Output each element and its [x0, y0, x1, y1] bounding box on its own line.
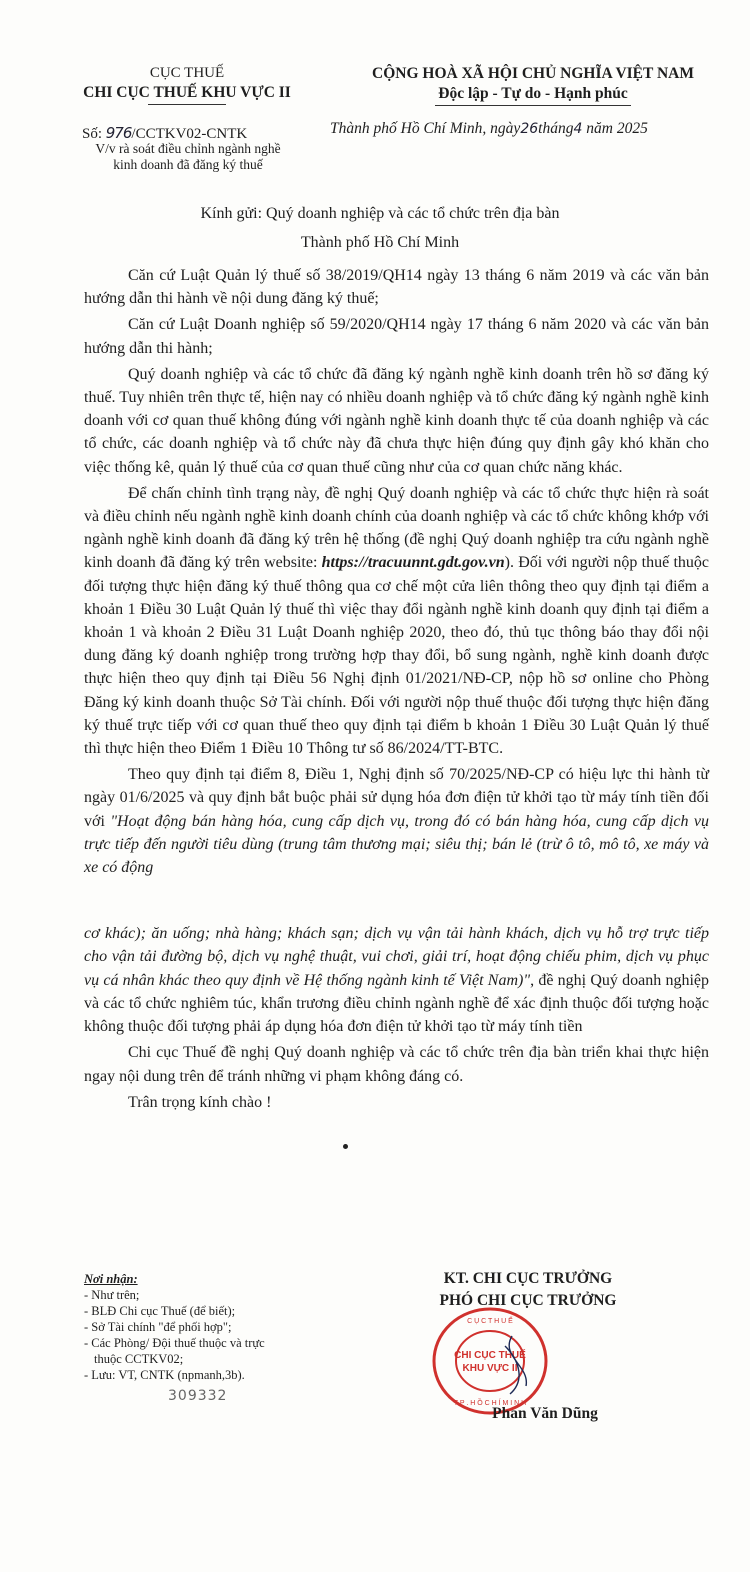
svg-text:CHI CỤC THUẾ: CHI CỤC THUẾ — [454, 1350, 526, 1361]
motto-underline — [435, 105, 631, 106]
issuing-agency-block — [62, 64, 312, 105]
letter-body — [84, 264, 709, 1117]
recipient-item: - Các Phòng/ Đội thuế thuộc và trực — [84, 1336, 265, 1350]
ink-dot — [343, 1144, 348, 1149]
issuing-office: CHI CỤC THUẾ KHU VỰC II — [83, 84, 291, 101]
recipient-item: - Như trên; — [84, 1288, 140, 1302]
doc-number-prefix: Số: — [82, 126, 103, 142]
svg-text:KHU VỰC II: KHU VỰC II — [462, 1363, 518, 1374]
official-seal — [430, 1306, 550, 1416]
recipient-line: Thành phố Hồ Chí Minh — [300, 234, 460, 251]
paragraph-closing-request: Chi cục Thuế đề nghị Quý doanh nghiệp và các tổ chức trên địa bàn triển khai thực hiện ngay nội dung trên để tránh những vi phạm không đáng có. — [84, 1044, 709, 1085]
date-month-label: tháng — [538, 120, 574, 137]
date-prefix: Thành phố Hồ Chí Minh, ngày — [330, 120, 521, 137]
national-heading-block — [326, 64, 740, 106]
signer-authority: KT. CHI CỤC TRƯỞNG — [443, 1270, 613, 1287]
paragraph-request — [84, 482, 709, 760]
handwritten-note: 309332 — [168, 1388, 228, 1404]
salutation-recipient — [100, 199, 660, 257]
recipient-item: - BLĐ Chi cục Thuế (để biết); — [84, 1304, 236, 1318]
recipient-item: - Sở Tài chính "để phối hợp"; — [84, 1320, 232, 1334]
signer-name: Phan Văn Dũng — [492, 1405, 598, 1422]
paragraph-situation: Quý doanh nghiệp và các tổ chức đã đăng ký ngành nghề kinh doanh trên hồ sơ đăng ký thuế. Tuy nhiên trên thực tế, hiện nay có nhiều doanh nghiệp và tổ chức đăng ký ngành nghề kinh doanh với cơ quan thuế không đúng với ngành nghề kinh doanh thực tế của doanh nghiệp và các tổ chức, các doanh nghiệp và tổ chức này đã chưa thực hiện đúng quy định gây khó khăn cho việc thống kê, quản lý thuế của cơ quan thuế cũng như của cơ quan chức năng khác. — [84, 365, 709, 476]
svg-text:C Ụ C T H U Ế: C Ụ C T H U Ế — [467, 1318, 513, 1325]
place-and-date — [330, 120, 740, 138]
regulation-quote: "Hoạt động bán hàng hóa, cung cấp dịch vụ, trong đó có bán hàng hóa, cung cấp dịch vụ trực tiếp đến người tiêu dùng (trung tâm thương mại; siêu thị; bán lẻ (trừ ô tô, mô tô, xe máy và xe có động — [84, 812, 710, 877]
recipient-item: thuộc CCTKV02; — [94, 1352, 184, 1366]
doc-number-code: /CCTKV02-CNTK — [131, 126, 248, 142]
request-text-continued: ). Đối với người nộp thuế thuộc đối tượng thực hiện đăng ký thuế thông qua cơ chế một cửa liên thông theo quy định tại điểm a khoản 1 Điều 30 Luật Quản lý thuế thì việc thay đổi ngành nghề kinh doanh quy định tại điểm a khoản 1 và khoản 2 Điều 31 Luật Doanh nghiệp 2020, theo đó, thủ tục thông báo thay đổi nội dung đăng ký doanh nghiệp trong trường hợp thay đổi, bổ sung ngành, nghề kinh doanh được thực hiện theo quy định tại Điều 56 Nghị định 01/2021/NĐ-CP, nộp hồ sơ online cho Phòng Đăng ký kinh doanh thuộc Sở Tài chính. Đối với người nộp thuế thuộc đối tượng thực hiện đăng ký thuế trực tiếp với cơ quan thuế theo quy định tại điểm b khoản 1 Điều 30 Luật Quản lý thuế thì thực hiện theo Điểm 1 Điều 10 Thông tư số 86/2024/TT-BTC. — [84, 554, 709, 758]
subject-line: V/v rà soát điều chỉnh ngành nghề — [95, 141, 281, 156]
national-motto: Độc lập - Tự do - Hạnh phúc — [438, 85, 628, 102]
subject-line: kinh doanh đã đăng ký thuế — [113, 157, 263, 172]
closing-greeting: Trân trọng kính chào ! — [128, 1093, 272, 1111]
recipient-line: Kính gửi: Quý doanh nghiệp và các tổ chức trên địa bàn — [200, 205, 560, 222]
svg-text:T P . H Ồ C H Í M I N H: T P . H Ồ C H Í M I N H — [453, 1400, 527, 1407]
office-underline — [148, 104, 226, 105]
regulation-quote-continued: cơ khác); ăn uống; nhà hàng; khách sạn; dịch vụ vận tải hành khách, dịch vụ hỗ trợ trực tiếp cho vận tải đường bộ, dịch vụ nghệ thuật, vui chơi, giải trí, hoạt động chiếu phim, dịch vụ phục vụ cá nhân khác theo quy định về Hệ thống ngành kinh tế Việt Nam)" — [84, 925, 709, 989]
recipients-list — [84, 1271, 265, 1383]
regulation-text: Theo quy định tại điểm 8, Điều 1, Nghị định số 70/2025/NĐ-CP có hiệu lực thi hành từ ngày 01/6/2025 và quy định bắt buộc phải sử dụng hóa đơn điện tử khởi tạo từ máy tính tiền đối với — [84, 766, 709, 830]
date-day: 26 — [520, 121, 539, 137]
date-month: 4 — [573, 121, 583, 137]
lookup-website-link[interactable]: https://tracuunnt.gdt.gov.vn — [321, 554, 505, 572]
request-text: Để chấn chỉnh tình trạng này, đề nghị Quý doanh nghiệp và các tổ chức thực hiện rà soát và điều chỉnh nếu ngành nghề kinh doanh chính của doanh nghiệp và các tổ chức không khớp với ngành nghề kinh doanh đã đăng ký trên hệ thống (đề nghị Quý doanh nghiệp tra cứu ngành nghề kinh doanh đã đăng ký trên website: — [84, 484, 709, 572]
paragraph-regulation — [84, 763, 709, 879]
recipients-title: Nơi nhận: — [84, 1272, 138, 1286]
document-subject — [60, 141, 316, 173]
paragraph-regulation-continued — [84, 922, 709, 1038]
country-name: CỘNG HOÀ XÃ HỘI CHỦ NGHĨA VIỆT NAM — [372, 65, 694, 82]
paragraph-legal-basis-2: Căn cứ Luật Doanh nghiệp số 59/2020/QH14 ngày 17 tháng 6 năm 2020 và các văn bản hướng dẫn thi hành; — [84, 316, 709, 357]
regulation-text-continued: , đề nghị Quý doanh nghiệp và các tổ chức nghiêm túc, khẩn trương điều chỉnh ngành nghề để xác định thuộc đối tượng hoặc không thuộc đối tượng phải áp dụng hóa đơn điện tử khởi tạo từ máy tính tiền — [84, 971, 710, 1036]
date-year: năm 2025 — [586, 120, 648, 137]
paragraph-legal-basis-1: Căn cứ Luật Quản lý thuế số 38/2019/QH14 ngày 13 tháng 6 năm 2019 và các văn bản hướng dẫn thi hành về nội dung đăng ký thuế; — [84, 267, 709, 308]
blank-gap — [84, 882, 709, 922]
signer-title: PHÓ CHI CỤC TRƯỞNG — [439, 1292, 617, 1309]
parent-agency: CỤC THUẾ — [149, 65, 225, 81]
recipient-item: - Lưu: VT, CNTK (npmanh,3b). — [84, 1368, 245, 1382]
doc-number-handwritten: 976 — [105, 124, 132, 142]
